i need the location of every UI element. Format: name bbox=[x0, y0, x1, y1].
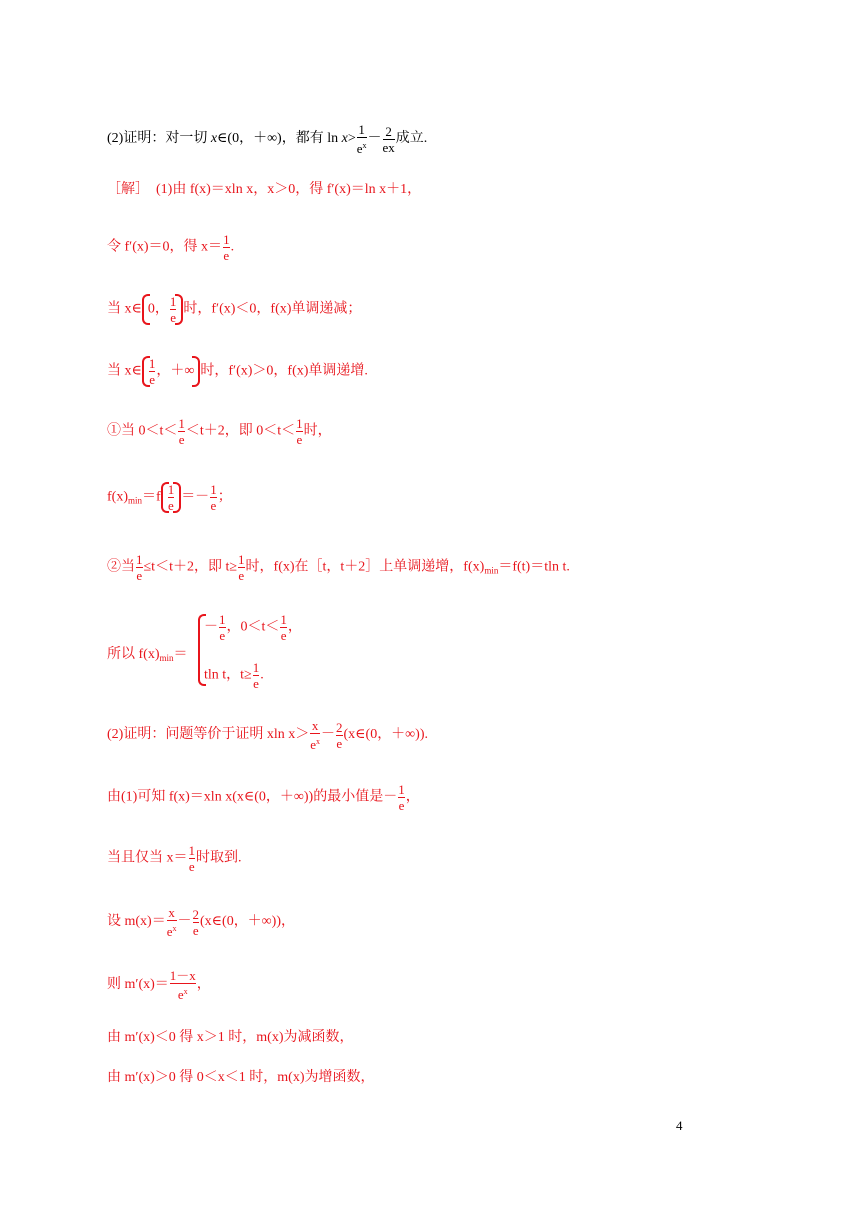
text: 当且仅当 x＝ bbox=[107, 850, 188, 866]
text: ＝－ bbox=[181, 489, 210, 505]
text: ＝ bbox=[173, 647, 188, 662]
text: 则 m′(x)＝ bbox=[107, 977, 169, 993]
subscript: min bbox=[128, 495, 143, 506]
text: 当 x∈ bbox=[107, 363, 142, 379]
denominator-base: e bbox=[177, 987, 184, 1002]
piecewise-case-2 bbox=[204, 660, 264, 691]
fraction bbox=[178, 416, 185, 447]
denominator: e bbox=[149, 372, 156, 387]
numerator: 1 bbox=[238, 552, 245, 567]
fraction bbox=[189, 843, 196, 874]
denominator bbox=[310, 734, 320, 752]
fraction bbox=[238, 552, 245, 583]
fraction bbox=[170, 968, 196, 1002]
denominator: e bbox=[188, 859, 195, 874]
solution-line-2 bbox=[107, 232, 234, 263]
fraction bbox=[383, 124, 395, 155]
text: 时，f′(x)＜0，f(x)单调递减； bbox=[183, 301, 362, 317]
numerator: 1 bbox=[148, 356, 156, 371]
subscript: min bbox=[159, 653, 174, 663]
text: ， bbox=[405, 789, 420, 805]
fraction bbox=[357, 122, 367, 156]
exponent: x bbox=[316, 737, 320, 746]
problem-prefix: (2)证明：对一切 bbox=[107, 131, 208, 147]
text: － bbox=[177, 914, 192, 930]
solution-line-11 bbox=[107, 843, 242, 874]
fraction bbox=[149, 356, 156, 387]
numerator: 1 bbox=[398, 782, 405, 797]
numerator: 2 bbox=[336, 719, 343, 735]
denominator: e bbox=[296, 432, 303, 447]
numerator: 1 bbox=[169, 294, 177, 309]
subscript: min bbox=[484, 565, 499, 576]
numerator: x bbox=[311, 718, 319, 733]
fraction bbox=[210, 482, 217, 513]
text: ≤t＜t＋2，即 t≥ bbox=[143, 559, 238, 575]
interval-paren bbox=[142, 356, 200, 387]
fraction bbox=[398, 782, 405, 813]
text: ②当 bbox=[107, 559, 135, 575]
solution-line-9 bbox=[107, 718, 428, 752]
var-x: x bbox=[210, 131, 218, 147]
text: 时取到. bbox=[196, 850, 242, 866]
paren bbox=[161, 482, 182, 513]
denominator: e bbox=[219, 628, 226, 643]
solution-line-1: ［解］ (1)由 f(x)＝xln x，x＞0，得 f′(x)＝ln x＋1， bbox=[107, 182, 422, 197]
denominator: e bbox=[178, 432, 185, 447]
denominator: e bbox=[253, 676, 259, 691]
fraction bbox=[167, 905, 177, 939]
text: 时，f(x)在［t，t＋2］上单调递增，f(x) bbox=[245, 559, 485, 575]
denominator: e bbox=[136, 568, 143, 583]
fraction bbox=[168, 482, 175, 513]
var-x: x bbox=[341, 131, 348, 147]
text: ＜t＋2，即 0＜t＜ bbox=[185, 423, 296, 439]
fraction bbox=[310, 718, 320, 752]
page-number: 4 bbox=[676, 1118, 683, 1133]
fraction bbox=[253, 660, 260, 691]
text: 所以 f(x) bbox=[107, 647, 160, 662]
denominator-base: e bbox=[166, 924, 173, 939]
numerator: 1 bbox=[223, 232, 230, 247]
solution-line-12 bbox=[107, 905, 295, 939]
text: (2)证明：问题等价于证明 xln x＞ bbox=[107, 727, 310, 743]
denominator: e bbox=[398, 798, 405, 813]
denominator: e bbox=[223, 248, 230, 263]
denominator: ex bbox=[382, 139, 395, 155]
solution-line-5 bbox=[107, 416, 332, 447]
piecewise-case-1 bbox=[204, 612, 302, 643]
solution-line-4 bbox=[107, 356, 368, 387]
fraction bbox=[336, 720, 343, 751]
fraction bbox=[193, 907, 200, 938]
denominator bbox=[170, 984, 196, 1002]
fraction bbox=[136, 552, 143, 583]
text: ①当 0＜t＜ bbox=[107, 423, 178, 439]
text: (x∈(0，＋∞))， bbox=[200, 914, 295, 930]
numerator: 2 bbox=[383, 124, 395, 140]
numerator: 1 bbox=[210, 482, 217, 497]
fraction bbox=[219, 612, 226, 643]
text: ，0＜t＜ bbox=[226, 619, 280, 635]
text: 时，f′(x)＞0，f(x)单调递增. bbox=[200, 363, 368, 379]
numerator: 1 bbox=[167, 482, 175, 497]
text: (x∈(0，＋∞)). bbox=[343, 727, 428, 743]
numerator: 1 bbox=[188, 843, 195, 858]
text: ＝f bbox=[142, 489, 161, 505]
text: ， bbox=[196, 977, 211, 993]
solution-line-14: 由 m′(x)＜0 得 x＞1 时，m(x)为减函数， bbox=[107, 1030, 354, 1045]
text: . bbox=[230, 239, 235, 255]
denominator-base: e bbox=[356, 141, 363, 156]
text: tln t，t≥ bbox=[204, 667, 252, 683]
problem-statement bbox=[107, 122, 427, 156]
gt-sign: > bbox=[347, 131, 356, 147]
text: － bbox=[321, 727, 335, 743]
numerator: 1 bbox=[219, 612, 226, 627]
problem-in: ∈(0，＋∞)，都有 ln bbox=[217, 131, 339, 147]
minus-sign: － bbox=[367, 131, 382, 147]
exponent: x bbox=[362, 141, 367, 150]
denominator: e bbox=[336, 735, 343, 751]
piecewise-label bbox=[107, 645, 188, 668]
solution-line-15: 由 m′(x)＞0 得 0＜x＜1 时，m(x)为增函数， bbox=[107, 1070, 375, 1085]
text: . bbox=[260, 667, 264, 683]
denominator: e bbox=[168, 498, 174, 513]
solution-line-10 bbox=[107, 782, 420, 813]
text: ，＋∞ bbox=[156, 363, 195, 379]
text: ＝f(t)＝tln t. bbox=[498, 559, 570, 575]
text: － bbox=[204, 619, 218, 635]
denominator: e bbox=[170, 310, 177, 325]
numerator: 1 bbox=[280, 612, 287, 627]
solution-line-3 bbox=[107, 294, 361, 325]
numerator: 2 bbox=[192, 906, 199, 922]
fraction bbox=[296, 416, 303, 447]
problem-suffix: 成立. bbox=[395, 131, 428, 147]
denominator-base: e bbox=[310, 737, 316, 752]
text: 0， bbox=[147, 301, 169, 317]
solution-line-7 bbox=[107, 552, 570, 583]
text: 时， bbox=[303, 423, 332, 439]
denominator bbox=[167, 921, 177, 939]
numerator: 1 bbox=[178, 416, 185, 431]
fraction bbox=[280, 612, 287, 643]
numerator: 1 bbox=[136, 552, 143, 567]
exponent: x bbox=[172, 924, 177, 933]
text: 由(1)可知 f(x)＝xln x(x∈(0，＋∞))的最小值是－ bbox=[107, 789, 398, 805]
fraction bbox=[223, 232, 230, 263]
fraction bbox=[170, 294, 177, 325]
text: 当 x∈ bbox=[107, 301, 142, 317]
text: ； bbox=[217, 489, 232, 505]
numerator: 1 bbox=[252, 660, 260, 675]
interval-paren bbox=[142, 294, 184, 325]
solution-line-6 bbox=[107, 482, 232, 513]
denominator: e bbox=[210, 498, 217, 513]
numerator: 1 bbox=[296, 416, 303, 431]
numerator: x bbox=[168, 905, 175, 920]
exponent: x bbox=[183, 987, 188, 996]
denominator bbox=[357, 138, 367, 156]
denominator: e bbox=[238, 568, 245, 583]
numerator: 1－x bbox=[169, 968, 196, 983]
text: ， bbox=[287, 619, 302, 635]
solution-line-13 bbox=[107, 968, 211, 1002]
numerator: 1 bbox=[358, 122, 365, 137]
text: f(x) bbox=[107, 489, 128, 505]
denominator: e bbox=[192, 922, 199, 938]
text: 令 f′(x)＝0，得 x＝ bbox=[107, 239, 223, 255]
text: 设 m(x)＝ bbox=[107, 914, 166, 930]
denominator: e bbox=[280, 628, 287, 643]
